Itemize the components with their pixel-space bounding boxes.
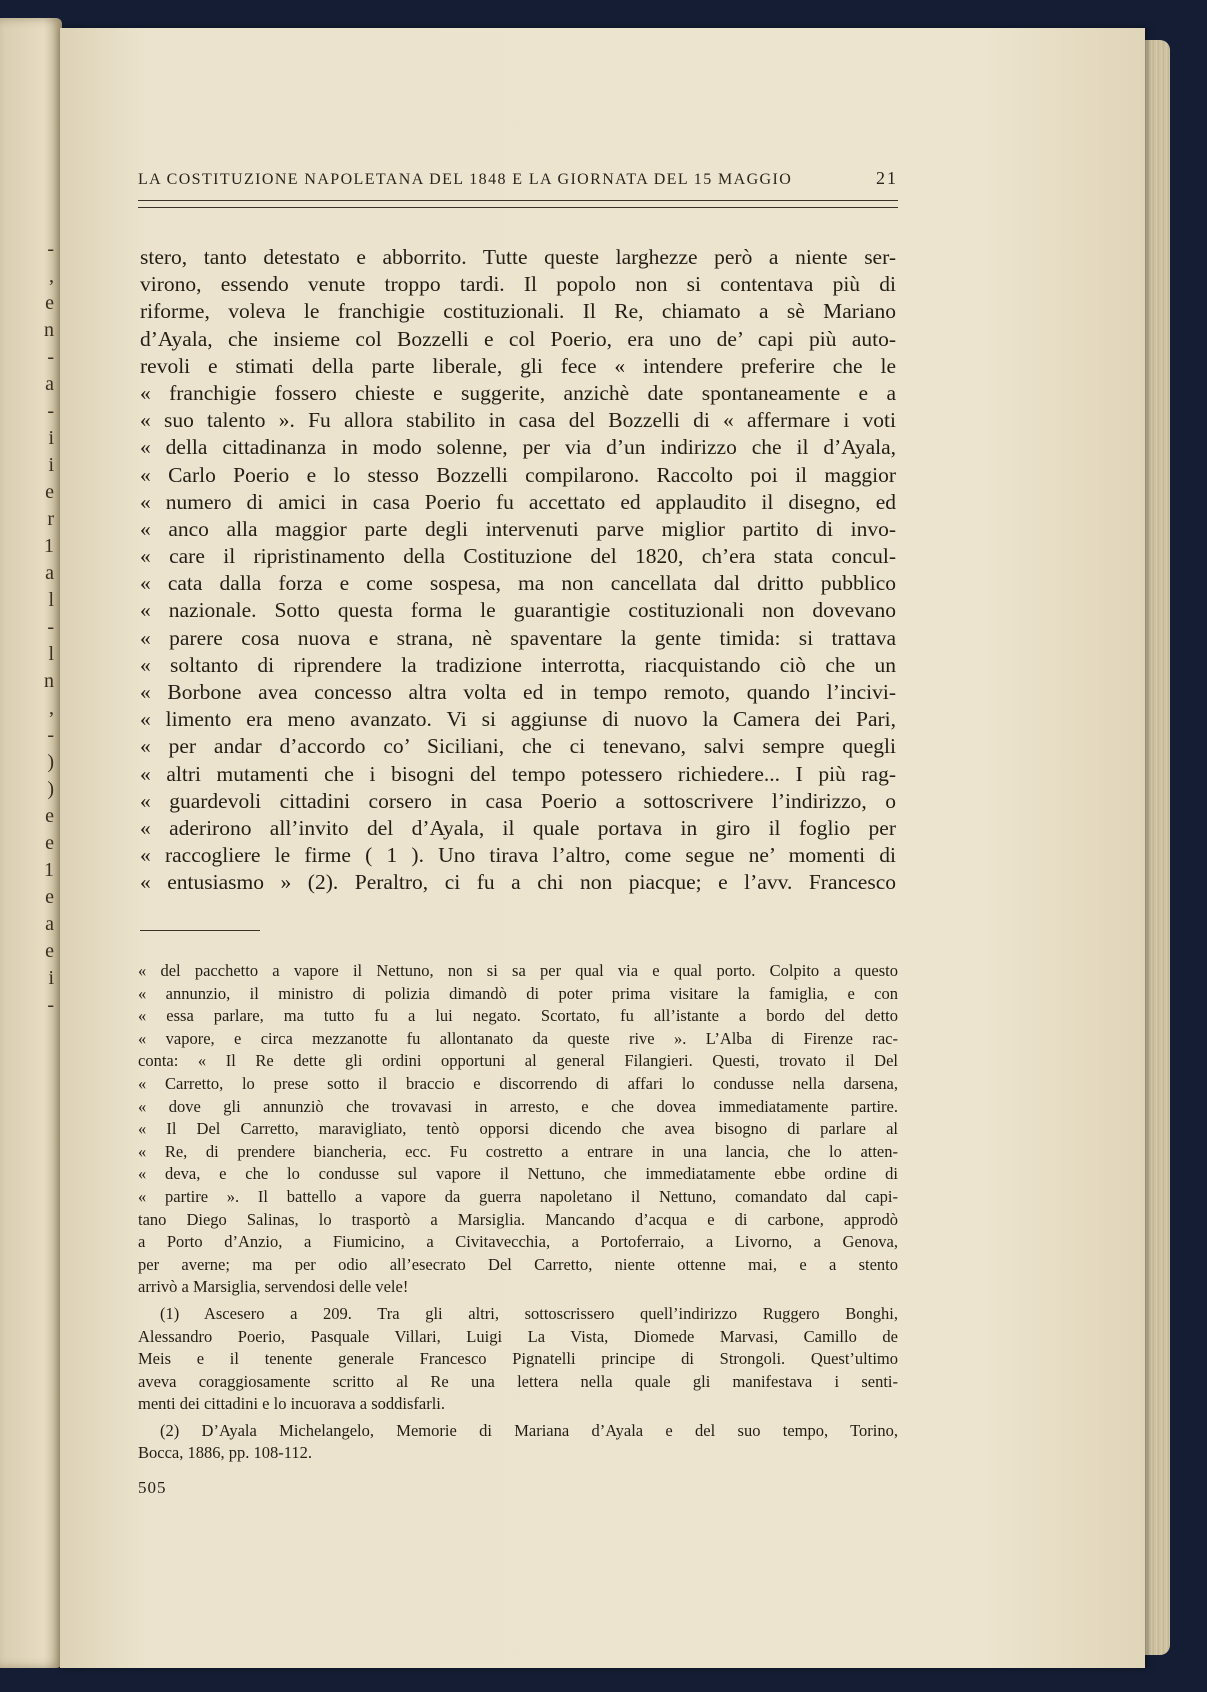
facing-page-char: a bbox=[45, 913, 54, 935]
facing-page-char: l bbox=[48, 643, 54, 665]
text-line: virono, essendo venute troppo tardi. Il popolo non si contentava più di bbox=[140, 272, 896, 297]
text-line: « altri mutamenti che i bisogni del tempo potessero richiedere... I più rag- bbox=[140, 761, 896, 786]
footnote-line: arrivò a Marsiglia, servendosi delle vele! bbox=[138, 1277, 409, 1297]
footnote-line: « dove gli annunziò che trovavasi in arresto, e che dovea immediatamente partire. bbox=[138, 1096, 898, 1116]
facing-page-char: ) bbox=[47, 751, 54, 773]
text-line: « entusiasmo » (2). Peraltro, ci fu a chi non piacque; e l’avv. Francesco bbox=[140, 870, 896, 895]
text-line: « per andar d’accordo co’ Siciliani, che ci tenevano, salvi sempre quegli bbox=[140, 734, 896, 759]
running-title: LA COSTITUZIONE NAPOLETANA DEL 1848 E LA GIORNATA DEL 15 MAGGIO bbox=[138, 171, 793, 188]
footnote-line: « partire ». Il battello a vapore da guerra napoletano il Nettuno, comandato dal capi- bbox=[138, 1186, 898, 1206]
facing-page-char: n bbox=[44, 319, 54, 341]
facing-page-char: - bbox=[47, 724, 54, 746]
facing-page-char: i bbox=[48, 967, 54, 989]
footnote-line: Alessandro Poerio, Pasquale Villari, Luigi La Vista, Diomede Marvasi, Camillo de bbox=[138, 1326, 898, 1346]
facing-page-char: ) bbox=[47, 778, 54, 800]
page-number: 21 bbox=[876, 168, 898, 188]
text-line: « raccogliere le firme ( 1 ). Uno tirava l’altro, come segue ne’ momenti di bbox=[140, 843, 896, 868]
footnote-line: menti dei cittadini e lo incuorava a soddisfarli. bbox=[138, 1394, 445, 1414]
facing-page-char: e bbox=[45, 940, 54, 962]
facing-page-char: 1 bbox=[44, 859, 54, 881]
footnote-line: « Re, di prendere biancheria, ecc. Fu costretto a entrare in una lancia, che lo atten- bbox=[138, 1141, 898, 1161]
facing-page-char: i bbox=[48, 427, 54, 449]
facing-page-char: r bbox=[47, 508, 54, 530]
facing-page-char: a bbox=[45, 373, 54, 395]
facing-page-char: - bbox=[47, 238, 54, 260]
text-line: stero, tanto detestato e abborrito. Tutte queste larghezze però a niente ser- bbox=[140, 245, 896, 269]
facing-page-char: l bbox=[48, 589, 54, 611]
main-text bbox=[140, 244, 896, 897]
facing-page-char: i bbox=[48, 454, 54, 476]
text-line: « anco alla maggior parte degli intervenuti parve miglior partito di invo- bbox=[140, 516, 896, 541]
facing-page-char: - bbox=[47, 400, 54, 422]
footnotes bbox=[138, 960, 898, 1465]
text-line: « suo talento ». Fu allora stabilito in casa del Bozzelli di « affermare i voti bbox=[140, 408, 896, 433]
text-line: « parere cosa nuova e strana, nè spaventare la gente timida: si trattava bbox=[140, 625, 896, 650]
facing-page-char: a bbox=[45, 562, 54, 584]
text-line: « franchigie fossero chieste e suggerite, anzichè date spontaneamente e a bbox=[140, 380, 896, 405]
page-header bbox=[138, 168, 898, 189]
footnote-line: aveva coraggiosamente scritto al Re una lettera nella quale gli manifestava i senti- bbox=[138, 1371, 898, 1391]
footnote-line: Meis e il tenente generale Francesco Pignatelli principe di Strongoli. Quest’ultimo bbox=[138, 1349, 898, 1369]
facing-page-char: e bbox=[45, 292, 54, 314]
text-line: d’Ayala, che insieme col Bozzelli e col Poerio, era uno de’ capi più auto- bbox=[140, 326, 896, 351]
footnote-line: a Porto d’Anzio, a Fiumicino, a Civitavecchia, a Portoferraio, a Livorno, a Genova, bbox=[138, 1232, 898, 1252]
footnote-line: tano Diego Salinas, lo trasportò a Marsiglia. Mancando d’acqua e di carbone, approdò bbox=[138, 1209, 898, 1229]
footnote-line: Bocca, 1886, pp. 108-112. bbox=[138, 1443, 312, 1463]
footnote-line: « del pacchetto a vapore il Nettuno, non si sa per qual via e qual porto. Colpito a questo bbox=[138, 961, 898, 980]
text-line: « cata dalla forza e come sospesa, ma non cancellata dal dritto pubblico bbox=[140, 571, 896, 596]
facing-page-char: - bbox=[47, 994, 54, 1016]
footnote-separator bbox=[140, 930, 260, 931]
text-line: « nazionale. Sotto questa forma le guarantigie costituzionali non dovevano bbox=[140, 598, 896, 623]
text-line: « aderirono all’invito del d’Ayala, il quale portava in giro il foglio per bbox=[140, 815, 896, 840]
text-line: « Carlo Poerio e lo stesso Bozzelli compilarono. Raccolto poi il maggior bbox=[140, 462, 896, 487]
facing-page-char: e bbox=[45, 886, 54, 908]
text-line: riforme, voleva le franchigie costituzionali. Il Re, chiamato a sè Mariano bbox=[140, 299, 896, 324]
facing-page-char: e bbox=[45, 832, 54, 854]
footnote-line: « Il Del Carretto, maravigliato, tentò opporsi dicendo che avea bisogno di parlare al bbox=[138, 1119, 898, 1139]
text-line: « guardevoli cittadini corsero in casa Poerio a sottoscrivere l’indirizzo, o bbox=[140, 788, 896, 813]
facing-page-edge bbox=[0, 18, 62, 1668]
footnote-line: conta: « Il Re dette gli ordini opportuni al general Filangieri. Questi, trovato il Del bbox=[138, 1051, 898, 1071]
facing-page-char: 1 bbox=[44, 535, 54, 557]
text-line: « soltanto di riprendere la tradizione interrotta, riacquistando ciò che un bbox=[140, 652, 896, 677]
facing-page-char: , bbox=[49, 697, 54, 719]
text-line: « numero di amici in casa Poerio fu accettato ed applaudito il disegno, ed bbox=[140, 489, 896, 514]
facing-page-char: e bbox=[45, 805, 54, 827]
text-line: revoli e stimati della parte liberale, gli fece « intendere preferire che le bbox=[140, 353, 896, 378]
facing-page-char: - bbox=[47, 346, 54, 368]
footnote-line: « essa parlare, ma tutto fu a lui negato. Scortato, fu all’istante a bordo del detto bbox=[138, 1006, 898, 1026]
text-line: « della cittadinanza in modo solenne, per via d’un indirizzo che il d’Ayala, bbox=[140, 435, 896, 460]
footnote-line: « vapore, e circa mezzanotte fu allontanato da queste rive ». L’Alba di Firenze rac- bbox=[138, 1028, 898, 1048]
facing-page-char: e bbox=[45, 481, 54, 503]
footnote-line: (2) D’Ayala Michelangelo, Memorie di Mariana d’Ayala e del suo tempo, Torino, bbox=[160, 1420, 898, 1440]
facing-page-char: n bbox=[44, 670, 54, 692]
facing-page-char: - bbox=[47, 616, 54, 638]
text-line: « Borbone avea concesso altra volta ed in tempo remoto, quando l’incivi- bbox=[140, 680, 896, 704]
text-line: « care il ripristinamento della Costituzione del 1820, ch’era stata concul- bbox=[140, 544, 896, 569]
footnote-line: per averne; ma per odio all’esecrato Del Carretto, niente ottenne mai, e a stento bbox=[138, 1254, 898, 1274]
footnote-line: (1) Ascesero a 209. Tra gli altri, sottoscrissero quell’indirizzo Ruggero Bonghi, bbox=[160, 1303, 898, 1323]
header-double-rule bbox=[138, 200, 898, 208]
footnote-line: « Carretto, lo prese sotto il braccio e discorrendo di affari lo condusse nella darsena, bbox=[138, 1073, 898, 1093]
signature-mark: 505 bbox=[138, 1478, 167, 1497]
text-line: « limento era meno avanzato. Vi si aggiunse di nuovo la Camera dei Pari, bbox=[140, 707, 896, 732]
footnote-line: « annunzio, il ministro di polizia dimandò di poter prima visitare la famiglia, e con bbox=[138, 983, 898, 1003]
footnote-line: « deva, e che lo condusse sul vapore il Nettuno, che immediatamente ebbe ordine di bbox=[138, 1164, 898, 1184]
facing-page-char: , bbox=[49, 265, 54, 287]
